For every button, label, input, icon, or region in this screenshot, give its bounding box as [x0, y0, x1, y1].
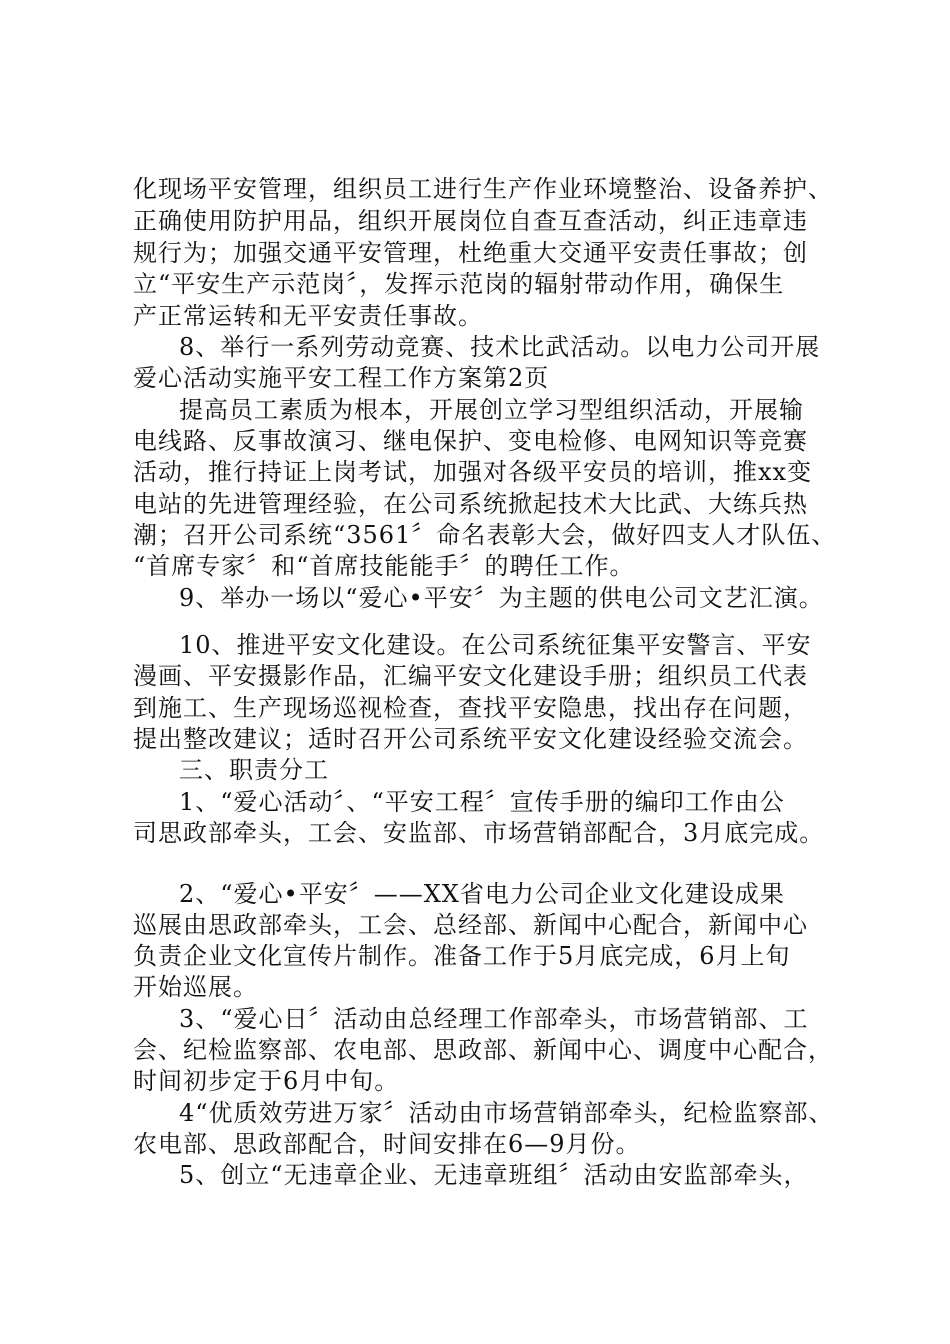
- text-line: 开始巡展。: [133, 973, 258, 1001]
- text-line: 5、创立“无违章企业、无违章班组〞活动由安监部牵头，: [179, 1161, 809, 1189]
- text-line: 电线路、反事故演习、继电保护、变电检修、电网知识等竞赛: [133, 427, 808, 455]
- text-line: 1、“爱心活动〞、“平安工程〞宣传手册的编印工作由公: [179, 788, 785, 816]
- text-line: 司思政部牵头，工会、安监部、市场营销部配合，3月底完成。: [133, 819, 825, 847]
- text-line: 3、“爱心日〞活动由总经理工作部牵头，市场营销部、工: [179, 1005, 809, 1033]
- text-line: 到施工、生产现场巡视检查，查找平安隐患，找出存在问题，: [133, 694, 808, 722]
- text-line: 4“优质效劳进万家〞活动由市场营销部牵头，纪检监察部、: [179, 1099, 834, 1127]
- text-line: 巡展由思政部牵头，工会、总经部、新闻中心配合，新闻中心: [133, 911, 808, 939]
- text-line: 10、推进平安文化建设。在公司系统征集平安警言、平安: [179, 631, 812, 659]
- text-line: 潮；召开公司系统“3561〞命名表彰大会，做好四支人才队伍、: [133, 521, 837, 549]
- text-line: 农电部、思政部配合，时间安排在6—9月份。: [133, 1130, 641, 1158]
- text-line: 电站的先进管理经验，在公司系统掀起技术大比武、大练兵热: [133, 490, 808, 518]
- text-line: 产正常运转和无平安责任事故。: [133, 302, 483, 330]
- text-line: 9、举办一场以“爱心•平安〞为主题的供电公司文艺汇演。: [179, 584, 824, 612]
- text-line: 8、举行一系列劳动竞赛、技术比武活动。以电力公司开展: [179, 333, 821, 361]
- section-heading: 三、职责分工: [179, 756, 329, 784]
- text-line: 活动，推行持证上岗考试，加强对各级平安员的培训，推xx变: [133, 458, 813, 486]
- text-line: 爱心活动实施平安工程工作方案第2页: [133, 364, 550, 392]
- text-line: “首席专家〞和“首席技能能手〞的聘任工作。: [133, 552, 635, 580]
- text-line: 2、“爱心•平安〞——XX省电力公司企业文化建设成果: [179, 880, 785, 908]
- text-line: 规行为；加强交通平安管理，杜绝重大交通平安责任事故；创: [133, 239, 808, 267]
- text-line: 提高员工素质为根本，开展创立学习型组织活动，开展输: [179, 396, 804, 424]
- text-line: 漫画、平安摄影作品，汇编平安文化建设手册；组织员工代表: [133, 662, 808, 690]
- text-line: 立“平安生产示范岗〞，发挥示范岗的辐射带动作用，确保生: [133, 270, 785, 298]
- text-line: 提出整改建议；适时召开公司系统平安文化建设经验交流会。: [133, 725, 808, 753]
- text-line: 化现场平安管理，组织员工进行生产作业环境整治、设备养护、: [133, 175, 833, 203]
- text-line: 会、纪检监察部、农电部、思政部、新闻中心、调度中心配合，: [133, 1036, 833, 1064]
- text-line: 正确使用防护用品，组织开展岗位自查互查活动，纠正违章违: [133, 207, 808, 235]
- text-line: 负责企业文化宣传片制作。准备工作于5月底完成，6月上旬: [133, 942, 791, 970]
- text-line: 时间初步定于6月中旬。: [133, 1067, 400, 1095]
